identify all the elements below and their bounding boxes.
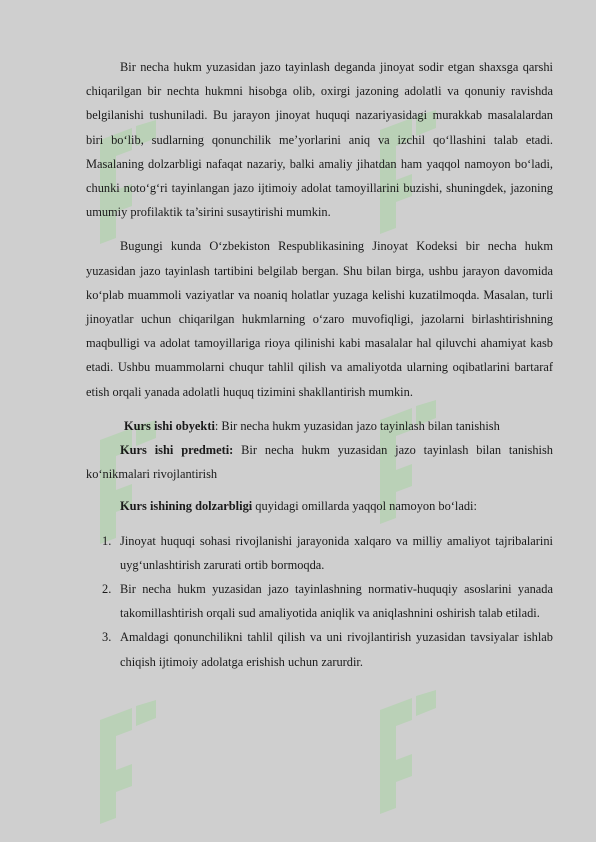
list-item (86, 625, 553, 673)
relevance-list (86, 529, 553, 674)
course-subject (86, 438, 553, 486)
watermark-logo (372, 690, 442, 820)
course-relevance (86, 494, 553, 518)
document-body (86, 55, 553, 674)
course-object (86, 414, 553, 438)
list-item-number: 3. (102, 630, 112, 645)
list-item-text: Bir necha hukm yuzasidan jazo tayinlashning normativ-huquqiy asoslarini yanada takomillashtirish orqali sud amaliyotida aniqlik va aniqlashnini oshirish talab etiladi. (120, 582, 553, 621)
course-object-label: Kurs ishi obyekti (124, 418, 215, 433)
list-item-number: 2. (102, 582, 112, 597)
paragraph-intro: Bir necha hukm yuzasidan jazo tayinlash deganda jinoyat sodir etgan shaxsga qarshi chiqarilgan bir nechta hukmni hisobga olib, oxirgi jazoning adolatli va qonuniy ravishda belgilanishi tushuniladi. Bu jarayon jinoyat huquqi nazariyasidagi murakkab masalalardan biri bo‘lib, sudlarning qonunchilik me’yorlarini aniq va izchil qo‘llashini talab etadi. Masalaning dolzarbligi nafaqat nazariy, balki amaliy jihatdan ham yaqqol namoyon bo‘ladi, chunki noto‘g‘ri tayinlangan jazo ijtimoiy adolat tamoyillarini buzishi, shuningdek, jazoning umumiy profilaktik ta’sirini susaytirishi mumkin. (86, 60, 553, 220)
list-item-text: Amaldagi qonunchilikni tahlil qilish va uni rivojlantirish yuzasidan tavsiyalar ishlab chiqish ijtimoiy adolatga erishish uchun zarurdir. (120, 630, 553, 669)
list-item-number: 1. (102, 533, 112, 548)
course-object-text: : Bir necha hukm yuzasidan jazo tayinlash bilan tanishish (214, 418, 500, 433)
paragraph-context: Bugungi kunda O‘zbekiston Respublikasining Jinoyat Kodeksi bir necha hukm yuzasidan jazo tayinlash tartibini belgilab bergan. Shu bilan birga, ushbu jarayon davomida ko‘plab muammoli vaziyatlar va noaniq holatlar yuzaga kelishi kuzatilmoqda. Masalan, turli jinoyatlar uchun chiqarilgan hukmlarning o‘zaro muvofiqligi, jazolarni birlashtirishning maqbulligi va adolat tamoyillariga rioya qilinishi kabi masalalar hal qiluvchi ahamiyat kasb etadi. Ushbu muammolarni chuqur tahlil qilish va amaliyotda ularning oqibatlarini bartaraf etish orqali yanada adolatli huquq tizimini shakllantirish mumkin. (86, 239, 553, 399)
list-item (86, 577, 553, 625)
course-relevance-text: quyidagi omillarda yaqqol namoyon bo‘ladi: (252, 499, 477, 514)
list-item-text: Jinoyat huquqi sohasi rivojlanishi jarayonida xalqaro va milliy amaliyot tajribalarini uyg‘unlashtirish zarurati ortib bormoqda. (120, 533, 553, 572)
course-relevance-label: Kurs ishining dolzarbligi (120, 499, 253, 514)
course-subject-text: Bir necha hukm yuzasidan jazo tayinlash bilan tanishish ko‘nikmalari rivojlantirish (86, 443, 553, 482)
list-item (86, 529, 553, 577)
course-subject-label: Kurs ishi predmeti: (120, 443, 234, 458)
watermark-logo (92, 700, 162, 830)
